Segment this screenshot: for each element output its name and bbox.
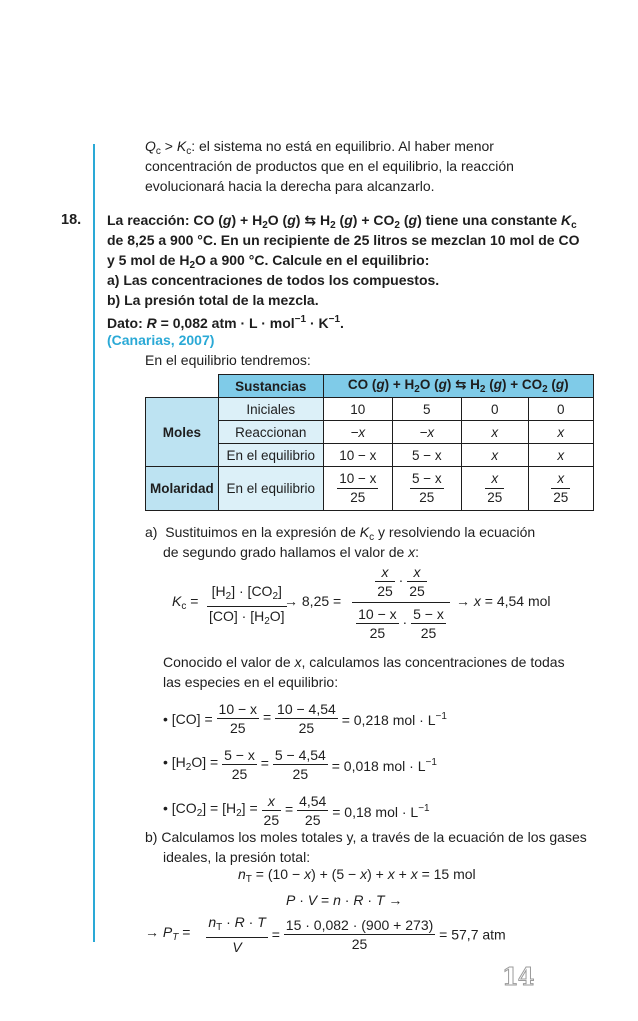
row-equilibrio-label: En el equilibrio [218, 444, 323, 467]
kc-mid: → 8,25 = [284, 593, 342, 609]
part-b-line-1: b) Calculamos los moles totales y, a través de la ecuación de los gases [145, 829, 587, 845]
equilibrium-table [145, 374, 594, 511]
cell: −x [323, 421, 392, 444]
page-number: 14 [502, 962, 534, 991]
total-moles: $n_T = (10 - x) + (5 - x) + x + x = 15$ mol [238, 866, 476, 885]
cell: 10 − x [323, 444, 392, 467]
cell: $\frac{x}{25}$ [461, 467, 528, 511]
problem-line-3: y 5 mol de $H_2O$ a 900 °C. Calcule en el equilibrio: [107, 252, 430, 271]
cell: x [528, 421, 593, 444]
label-moles: Moles [146, 398, 219, 467]
problem-line-1: La reacción: CO $(g) + H_2O$ (g) ⇆ $H_2$ $(g) + CO_2$ (g) tiene una constante $K_c$ [107, 212, 577, 231]
problem-line-2: de 8,25 a 900 °C. En un recipiente de 25 litros se mezclan 10 mol de CO [107, 232, 580, 248]
cell: $\frac{10 - x}{25}$ [323, 467, 392, 511]
problem-item-b: b) La presión total de la mezcla. [107, 292, 319, 308]
cell: $\frac{5 - x}{25}$ [392, 467, 461, 511]
label-molaridad: Molaridad [146, 467, 219, 511]
ideal-gas: P · V = n · R · T → [286, 892, 403, 908]
intro-line-1: $Q_c > K_c$: el sistema no está en equilibrio. Al haber menor [145, 138, 494, 157]
h2o-concentration: • $[H_2O]$ = $\frac{5 - x}{25}$ = $\frac{5 - 4,54}{25}$ = 0,018 mol · $L^{-1}$ [163, 747, 437, 782]
problem-source: (Canarias, 2007) [107, 332, 215, 348]
pressure-total: → $P_T$ = $\frac{n_T \cdot R \cdot T}{V}$ = $\frac{15 \cdot 0,082 \cdot (900 + 273)}{25}$ = 57,7 atm [145, 914, 506, 955]
co2-concentration: • $[CO_2] = [H_2]$ = $\frac{x}{25}$ = $\frac{4,54}{25}$ = 0,18 mol · $L^{-1}$ [163, 793, 430, 828]
problem-item-a: a) Las concentraciones de todos los compuestos. [107, 272, 440, 288]
cell: x [528, 444, 593, 467]
cell: x [461, 421, 528, 444]
row-iniciales-label: Iniciales [218, 398, 323, 421]
cell: 0 [461, 398, 528, 421]
intro-line-2: concentración de productos que en el equilibrio, la reacción [145, 158, 514, 174]
kc-fraction: $\frac{[H_2] \cdot [CO_2]}{[CO] \cdot [H_2O]}$ [209, 583, 285, 627]
known-line-1: Conocido el valor de x, calculamos las concentraciones de todas [163, 654, 565, 670]
part-a-line-2: de segundo grado hallamos el valor de x: [163, 544, 420, 560]
cell: −x [392, 421, 461, 444]
equilibrium-intro: En el equilibrio tendremos: [145, 352, 311, 368]
cell: $\frac{x}{25}$ [528, 467, 593, 511]
kc-result: → x = 4,54 mol [456, 593, 551, 609]
co-concentration: • [CO] = $\frac{10 - x}{25}$ = $\frac{10 - 4,54}{25}$ = 0,218 mol · $L^{-1}$ [163, 701, 447, 736]
cell: 0 [528, 398, 593, 421]
header-sustancias: Sustancias [218, 375, 323, 398]
row-reaccionan-label: Reaccionan [218, 421, 323, 444]
intro-line-3: evolucionará hacia la derecha para alcanzarlo. [145, 178, 435, 194]
kc-big-fraction: $\frac{x}{25}$ · $\frac{x}{25}$ $\frac{10 - x}{25}$ · $\frac{5 - x}{25}$ [352, 563, 450, 642]
row-molaridad-label: En el equilibrio [218, 467, 323, 511]
cell: 10 [323, 398, 392, 421]
cell: 5 [392, 398, 461, 421]
part-b-line-2: ideales, la presión total: [163, 849, 311, 865]
cell: 5 − x [392, 444, 461, 467]
header-reaction: CO $(g) + H_2O$ (g) ⇆ $H_2$ $(g) + CO_2$ (g) [323, 375, 593, 398]
cell: x [461, 444, 528, 467]
kc-lhs: $K_c$ = [172, 593, 199, 612]
margin-rule [93, 144, 95, 942]
part-a-line-1: a) Sustituimos en la expresión de $K_c$ y resolviendo la ecuación [145, 524, 536, 543]
known-line-2: las especies en el equilibrio: [163, 674, 339, 690]
problem-number: 18. [61, 212, 82, 228]
problem-dato: Dato: R = 0,082 atm · $L \cdot mol^{-1} \cdot K^{-1}$. [107, 314, 344, 331]
